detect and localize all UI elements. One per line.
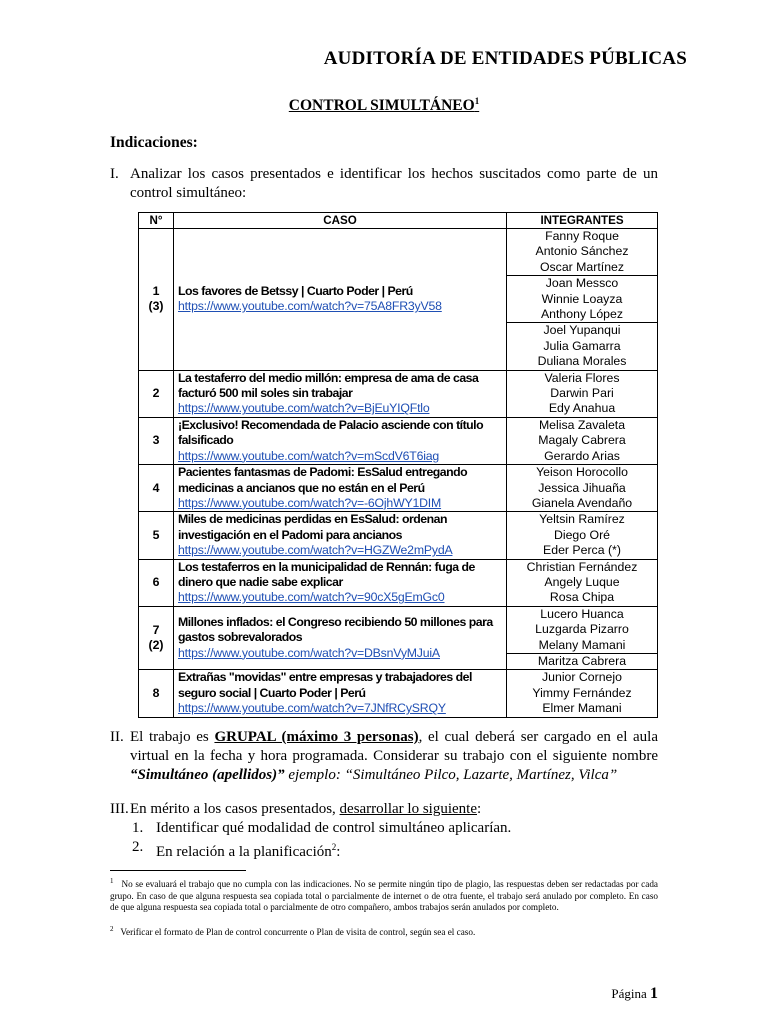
item-number: III. <box>110 801 129 817</box>
case-title: Extrañas "movidas" entre empresas y trabajadores del seguro social | Cuarto Poder | Perú <box>178 670 472 700</box>
case-groups: (2) <box>148 638 164 653</box>
instruction-item-3 <box>110 800 658 819</box>
members-cell <box>507 670 658 717</box>
member-name: Fanny Roque <box>545 229 619 243</box>
member-name: Yimmy Fernández <box>532 685 632 700</box>
case-number: 6 <box>139 559 174 606</box>
case-number-cell <box>139 229 174 371</box>
page-value: 1 <box>650 985 658 1002</box>
document-title: AUDITORÍA DE ENTIDADES PÚBLICAS <box>323 48 687 69</box>
name-example: ejemplo: “Simultáneo Pilco, Lazarte, Martínez, Vilca” <box>284 767 618 783</box>
members-cell <box>507 465 658 512</box>
sub-item-text: En relación a la planificación <box>156 844 332 860</box>
member-name: Antonio Sánchez <box>535 244 629 259</box>
members-cell <box>507 559 658 606</box>
item-text-part: En mérito a los casos presentados, <box>130 801 340 817</box>
members-cell <box>507 229 658 276</box>
sub-item-text: Identificar qué modalidad de control simultáneo aplicarían. <box>156 820 512 836</box>
member-name: Magaly Cabrera <box>538 433 626 448</box>
case-groups: (3) <box>148 299 164 314</box>
table-row <box>139 417 658 464</box>
subtitle-text: CONTROL SIMULTÁNEO <box>288 97 475 115</box>
table-row <box>139 229 658 276</box>
case-number: 5 <box>139 512 174 559</box>
footnote <box>110 876 658 914</box>
footnote-divider <box>110 870 246 871</box>
members-cell <box>507 653 658 669</box>
document-subtitle <box>0 96 768 115</box>
member-name: Luzgarda Pizarro <box>535 622 629 637</box>
members-cell <box>507 417 658 464</box>
case-cell <box>174 606 507 670</box>
item-number: I. <box>110 166 119 182</box>
case-number: 1 <box>152 284 160 299</box>
subtitle-footnote-ref: 1 <box>474 96 480 106</box>
case-title: La testaferro del medio millón: empresa de ama de casa facturó 500 mil soles sin trabajar <box>178 370 479 401</box>
members-cell <box>507 512 658 559</box>
instruction-item-1 <box>110 165 658 203</box>
member-name: Eder Perca (*) <box>543 543 621 558</box>
case-number: 8 <box>139 670 174 717</box>
footnote <box>110 924 658 939</box>
sub-item-number: 1. <box>132 820 144 836</box>
case-number: 2 <box>139 370 174 417</box>
member-name: Valeria Flores <box>544 370 620 385</box>
case-title: Los testaferros en la municipalidad de Rennán: fuga de dinero que nadie sabe explicar <box>178 559 475 589</box>
member-name: Lucero Huanca <box>540 606 624 621</box>
member-name: Angely Luque <box>544 574 620 589</box>
group-emphasis: GRUPAL (máximo 3 personas) <box>214 729 419 745</box>
member-name: Melany Mamani <box>538 637 626 652</box>
member-name: Elmer Mamani <box>542 701 622 716</box>
member-name: Gianela Avendaño <box>531 495 633 510</box>
item-text <box>130 728 658 785</box>
item-text-part: , el cual deberá ser cargado en el aula virtual en la fecha y hora programada. Considerar su trabajo con el siguiente nombre <box>130 729 658 764</box>
member-name: Darwin Pari <box>550 386 614 401</box>
item-text-part: : <box>477 801 482 817</box>
table-row <box>139 670 658 717</box>
case-cell <box>174 465 507 512</box>
footnote-ref: 2 <box>331 842 337 852</box>
member-name: Joel Yupanqui <box>543 323 621 338</box>
members-cell <box>507 606 658 653</box>
member-name: Melisa Zavaleta <box>538 417 626 432</box>
footnote-text: No se evaluará el trabajo que no cumpla con las indicaciones. No se permite ningún tipo de plagio, las respuestas deben ser redactadas por cada grupo. En caso de que alguna respuesta sea copiada total o parcialmente de internet o de otra fuente, el trabajo será anulado por completo. En caso de que alguna respuesta sea copiada total o parcialmente de otro compañero, ambos trabajos serán anulados por completo. <box>110 879 658 913</box>
case-cell <box>174 559 507 606</box>
item-text: Analizar los casos presentados e identificar los hechos suscitados como parte de un control simultáneo: <box>130 166 658 201</box>
header-members: INTEGRANTES <box>507 213 658 229</box>
member-name: Anthony López <box>540 307 624 322</box>
table-row <box>139 606 658 653</box>
indications-heading: Indicaciones: <box>110 134 198 151</box>
case-link[interactable]: https://www.youtube.com/watch?v=75A8FR3yV58 <box>178 299 442 314</box>
case-number: 4 <box>139 465 174 512</box>
member-name: Duliana Morales <box>537 354 627 369</box>
table-row <box>139 559 658 606</box>
case-cell <box>174 417 507 464</box>
member-name: Jessica Jihuaña <box>538 480 626 495</box>
footnote-number: 2 <box>110 925 114 933</box>
case-number-cell <box>139 606 174 670</box>
case-title: Pacientes fantasmas de Padomi: EsSalud entregando medicinas a ancianos que no están en el Perú <box>178 465 468 495</box>
case-number: 7 <box>152 623 160 638</box>
member-name: Winnie Loayza <box>541 291 623 306</box>
members-cell <box>507 370 658 417</box>
table-row <box>139 465 658 512</box>
member-name: Oscar Martínez <box>539 259 625 274</box>
page-label: Página <box>611 986 647 1001</box>
member-name: Joan Messco <box>545 276 619 291</box>
case-cell <box>174 670 507 717</box>
table-header-row <box>139 213 658 229</box>
member-name: Edy Anahua <box>548 401 616 416</box>
table-row <box>139 512 658 559</box>
case-number: 3 <box>139 417 174 464</box>
header-case: CASO <box>174 213 507 229</box>
item-number: II. <box>110 729 124 745</box>
members-cell <box>507 323 658 370</box>
case-cell <box>174 229 507 371</box>
member-name: Gerardo Arias <box>544 448 620 463</box>
case-title: Los favores de Betssy | Cuarto Poder | Perú <box>178 283 413 298</box>
footnote-number: 1 <box>110 877 114 885</box>
case-link[interactable]: https://www.youtube.com/watch?v=90cX5gEmGc0 <box>178 590 445 605</box>
cases-table <box>138 212 658 718</box>
sub-item-number: 2. <box>132 839 144 855</box>
case-title: Millones inflados: el Congreso recibiendo 50 millones para gastos sobrevalorados <box>178 614 493 645</box>
case-link[interactable]: https://www.youtube.com/watch?v=mScdV6T6iag <box>178 448 440 463</box>
table-row <box>139 370 658 417</box>
case-link[interactable]: https://www.youtube.com/watch?v=BjEuYIQFtlo <box>178 401 430 416</box>
case-link[interactable]: https://www.youtube.com/watch?v=-6OjhWY1DIM <box>178 495 442 510</box>
member-name: Julia Gamarra <box>543 338 621 353</box>
case-cell <box>174 370 507 417</box>
case-title: ¡Exclusivo! Recomendada de Palacio asciende con título falsificado <box>178 417 484 448</box>
member-name: Yeison Horocollo <box>536 465 628 480</box>
underlined-text: desarrollar lo siguiente <box>339 801 477 817</box>
sub-item-text-wrap <box>156 838 340 862</box>
case-title: Miles de medicinas perdidas en EsSalud: ordenan investigación en el Padomi para ancianos <box>178 512 447 542</box>
instruction-item-2 <box>110 728 658 785</box>
name-format: “Simultáneo (apellidos)” <box>130 767 285 783</box>
members-cell <box>507 276 658 323</box>
case-link[interactable]: https://www.youtube.com/watch?v=HGZWe2mPydA <box>178 543 453 558</box>
case-link[interactable]: https://www.youtube.com/watch?v=DBsnVyMJuiA <box>178 645 440 660</box>
case-link[interactable]: https://www.youtube.com/watch?v=7JNfRCySRQY <box>178 701 446 716</box>
item-text <box>130 800 658 819</box>
member-name: Rosa Chipa <box>549 590 615 605</box>
case-cell <box>174 512 507 559</box>
member-name: Yeltsin Ramírez <box>539 512 625 527</box>
item-text-part: El trabajo es <box>130 729 215 745</box>
member-name: Junior Cornejo <box>542 670 622 685</box>
member-name: Diego Oré <box>553 527 611 542</box>
member-name: Maritza Cabrera <box>537 653 627 668</box>
page-number <box>611 985 658 1003</box>
header-number: N° <box>139 213 174 229</box>
member-name: Christian Fernández <box>526 559 638 574</box>
footnote-text: Verificar el formato de Plan de control concurrente o Plan de visita de control, según sea el caso. <box>120 927 476 938</box>
sub-item-tail: : <box>336 844 341 860</box>
